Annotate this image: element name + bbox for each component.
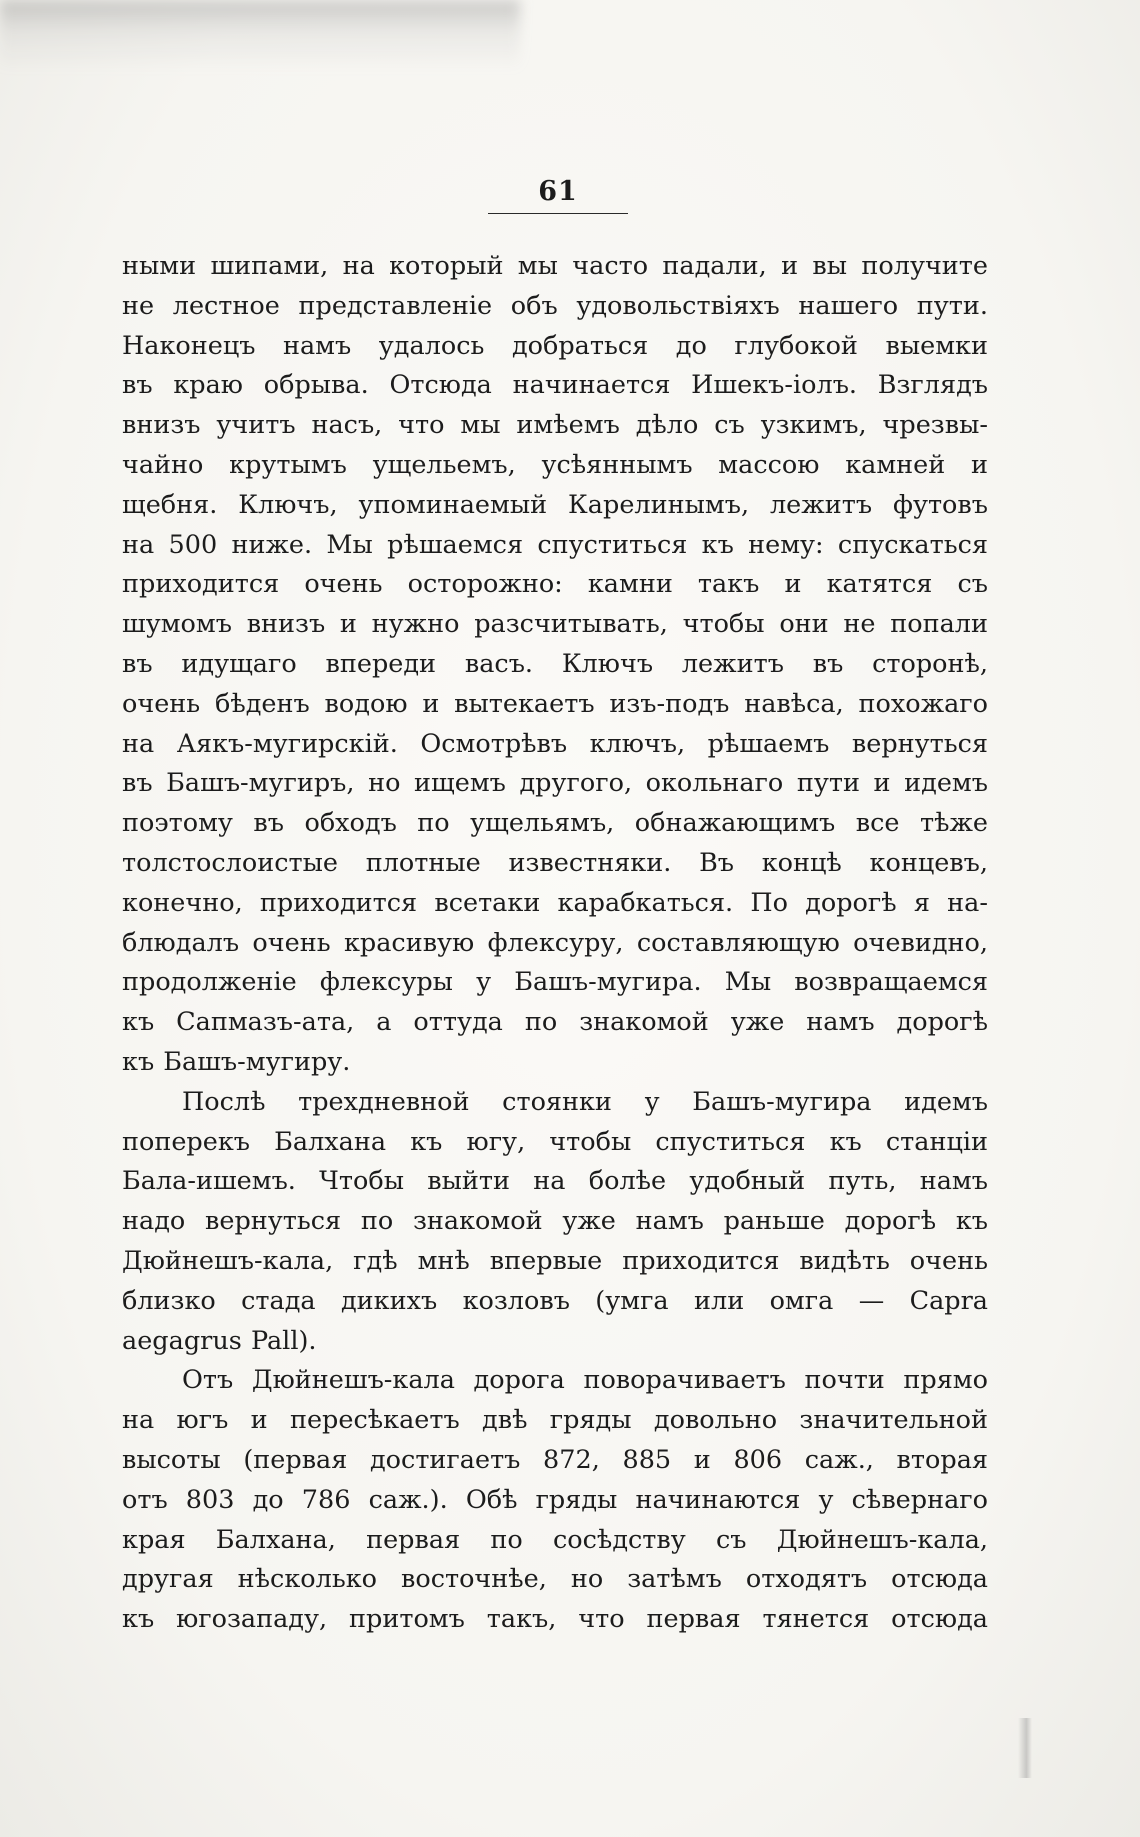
text-line: aegagrus Pall). (122, 1325, 317, 1356)
text-line: не лестное представленіе объ удовольствіяхъ нашего пути. (122, 290, 988, 321)
page-number-rule (488, 213, 628, 214)
text-line: близко стада дикихъ козловъ (умга или омга — Capra (122, 1285, 988, 1316)
text-line: щебня. Ключъ, упоминаемый Карелинымъ, лежитъ футовъ (122, 489, 988, 520)
text-line: шумомъ внизъ и нужно разсчитывать, чтобы они не попали (122, 609, 988, 640)
text-line: толстослоистые плотные известняки. Въ концѣ концевъ, (122, 847, 988, 878)
text-line: приходится очень осторожно: камни такъ и катятся съ (122, 569, 988, 600)
text-line: внизъ учитъ насъ, что мы имѣемъ дѣло съ узкимъ, чрезвы- (122, 410, 988, 441)
text-line: къ Башъ-мугиру. (122, 1046, 351, 1077)
text-line: Отъ Дюйнешъ-кала дорога поворачиваетъ почти прямо (182, 1365, 988, 1396)
text-line: очень бѣденъ водою и вытекаетъ изъ-подъ навѣса, похожаго (122, 688, 988, 719)
text-line: Бала-ишемъ. Чтобы выйти на болѣе удобный путь, намъ (122, 1166, 988, 1197)
text-line: края Балхана, первая по сосѣдству съ Дюйнешъ-кала, (122, 1524, 988, 1555)
scan-shadow (0, 0, 520, 70)
text-line: поперекъ Балхана къ югу, чтобы спуститься къ станціи (122, 1126, 988, 1157)
text-line: надо вернуться по знакомой уже намъ раньше дорогѣ къ (122, 1206, 988, 1237)
body-text (122, 247, 988, 1640)
page-number: 61 (538, 176, 578, 207)
text-line: въ Башъ-мугиръ, но ищемъ другого, окольнаго пути и идемъ (122, 768, 988, 799)
text-line: въ краю обрыва. Отсюда начинается Ишекъ-іолъ. Взглядъ (122, 370, 988, 401)
text-line: отъ 803 до 786 саж.). Обѣ гряды начинаются у сѣвернаго (122, 1484, 988, 1515)
text-line: на Аякъ-мугирскій. Осмотрѣвъ ключъ, рѣшаемъ вернуться (122, 728, 988, 759)
text-line: блюдалъ очень красивую флексуру, составляющую очевидно, (122, 927, 988, 958)
text-line: на югъ и пересѣкаетъ двѣ гряды довольно значительной (122, 1405, 988, 1436)
text-line: къ югозападу, притомъ такъ, что первая тянется отсюда (122, 1604, 988, 1635)
text-line: продолженіе флексуры у Башъ-мугира. Мы возвращаемся (122, 967, 988, 998)
text-line: конечно, приходится всетаки карабкаться. По дорогѣ я на- (122, 887, 988, 918)
text-line: ными шипами, на который мы часто падали, и вы получите (122, 251, 988, 281)
text-line: къ Сапмазъ-ата, а оттуда по знакомой уже намъ дорогѣ (122, 1007, 988, 1038)
scan-artifact (1018, 1718, 1032, 1778)
text-line: Наконецъ намъ удалось добраться до глубокой выемки (122, 330, 988, 361)
text-line: высоты (первая достигаетъ 872, 885 и 806 саж., вторая (122, 1444, 988, 1475)
text-line: поэтому въ обходъ по ущельямъ, обнажающимъ все тѣже (122, 808, 988, 839)
text-line: на 500 ниже. Мы рѣшаемся спуститься къ нему: спускаться (122, 529, 988, 560)
text-line: чайно крутымъ ущельемъ, усѣяннымъ массою камней и (122, 449, 988, 480)
text-line: другая нѣсколько восточнѣе, но затѣмъ отходятъ отсюда (122, 1564, 988, 1595)
text-line: Дюйнешъ-кала, гдѣ мнѣ впервые приходится видѣть очень (122, 1245, 988, 1276)
text-line: Послѣ трехдневной стоянки у Башъ-мугира идемъ (182, 1086, 988, 1117)
text-line: въ идущаго впереди васъ. Ключъ лежитъ въ сторонѣ, (122, 648, 988, 679)
